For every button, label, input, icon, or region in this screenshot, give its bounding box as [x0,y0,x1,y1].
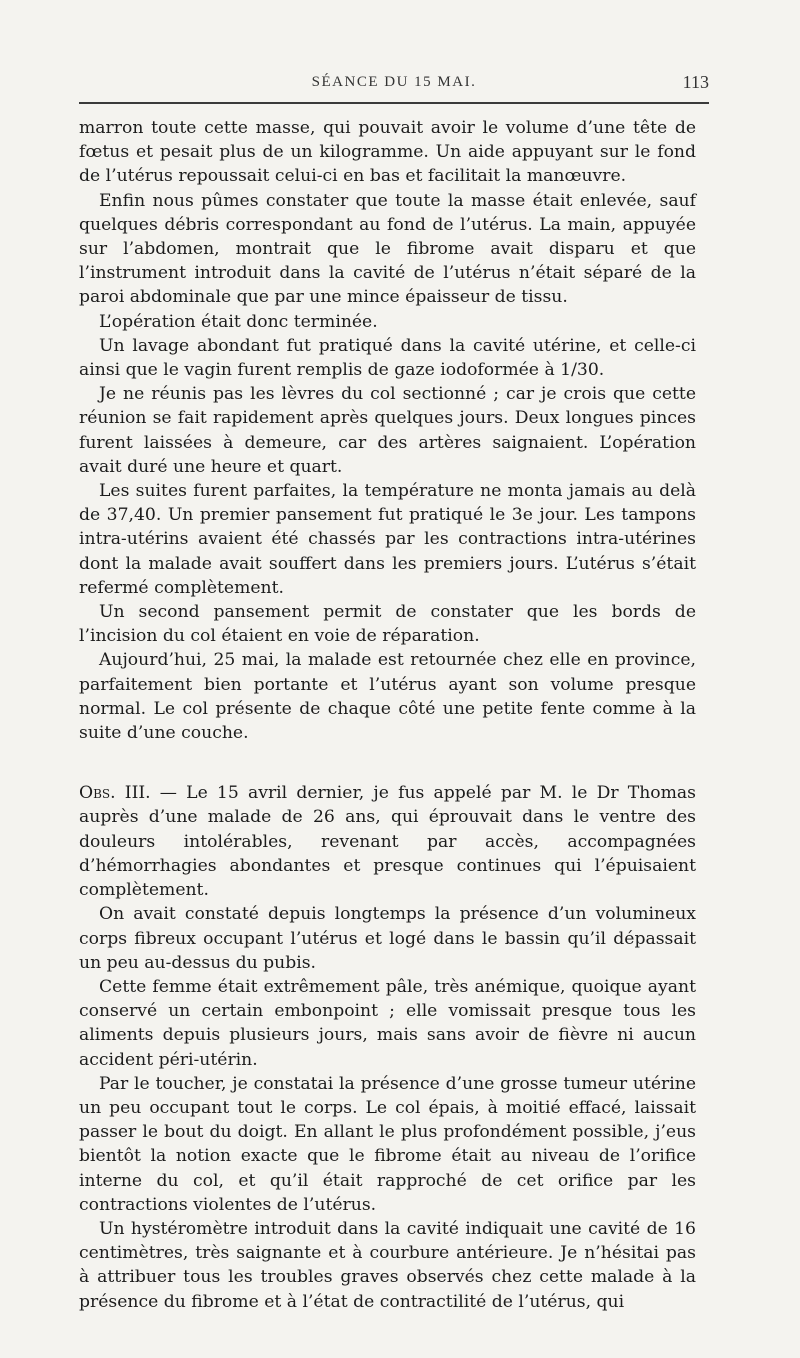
paragraph: Par le toucher, je constatai la présence d’une grosse tumeur utérine un peu occupant tout le corps. Le col épais, à moitié effacé, laissait passer le bout du doigt. En allant le plus profondément possible, j’eus bientôt la notion exacte que le fibrome était au niveau de l’orifice interne du col, et qu’il était rapproché de cet orifice par les contractions violentes de l’utérus. [79,1073,696,1215]
observation-text: — Le 15 avril dernier, je fus appelé par M. le Dr Thomas auprès d’une malade de 26 ans, qui éprouvait dans le ventre des douleurs intolérables, revenant par accès, accompagnées d’hémorrhagies abondantes et presque continues qui l’épuisaient complètement. [79,783,696,901]
paragraph: L’opération était donc terminée. [99,311,378,332]
paragraph: On avait constaté depuis longtemps la présence d’un volumineux corps fibreux occupant l’utérus et logé dans le bassin qu’il dépassait un peu au-dessus du pubis. [79,904,696,973]
running-head: SÉANCE DU 15 MAI. [311,74,477,90]
paragraph: marron toute cette masse, qui pouvait avoir le volume d’une tête de fœtus et pesait plus de un kilogramme. Un aide appuyant sur le fond de l’utérus repoussait celui-ci en bas et facilitait la manœuvre. [79,118,696,187]
paragraph: Aujourd’hui, 25 mai, la malade est retournée chez elle en province, parfaitement bien portante et l’utérus ayant son volume presque normal. Le col présente de chaque côté une petite fente comme à la suite d’une couche. [79,650,696,744]
page-number: 113 [682,72,709,92]
observation-paragraph [79,781,696,902]
paragraph: Enfin nous pûmes constater que toute la masse était enlevée, sauf quelques débris correspondant au fond de l’utérus. La main, appuyée sur l’abdomen, montrait que le fibrome avait disparu et que l’instrument introduit dans la cavité de l’utérus n’était séparé de la paroi abdominale que par une mince épaisseur de tissu. [79,190,696,308]
section-gap [79,745,696,781]
paragraph: Un lavage abondant fut pratiqué dans la cavité utérine, et celle-ci ainsi que le vagin furent remplis de gaze iodoformée à 1/30. [79,335,696,381]
paragraph: Les suites furent parfaites, la température ne monta jamais au delà de 37,40. Un premier pansement fut pratiqué le 3e jour. Les tampons intra-utérins avaient été chassés par les contractions intra-utérines dont la malade avait souffert dans les premiers jours. L’utérus s’était refermé complètement. [79,481,696,598]
page-header [79,72,709,96]
header-rule [79,102,709,104]
body-text [79,116,696,1314]
paragraph: Je ne réunis pas les lèvres du col sectionné ; car je crois que cette réunion se fait rapidement après quelques jours. Deux longues pinces furent laissées à demeure, car des artères saignaient. L’opération avait duré une heure et quart. [79,384,696,477]
paragraph: Un hystéromètre introduit dans la cavité indiquait une cavité de 16 centimètres, très saignante et à courbure antérieure. Je n’hésitai pas à attribuer tous les troubles graves observés chez cette malade à la présence du fibrome et à l’état de contractilité de l’utérus, qui [79,1218,696,1312]
observation-label: Obs. III. [79,783,151,804]
paragraph: Cette femme était extrêmement pâle, très anémique, quoique ayant conservé un certain embonpoint ; elle vomissait presque tous les aliments depuis plusieurs jours, mais sans avoir de fièvre ni aucun accident péri-utérin. [79,976,696,1070]
paragraph: Un second pansement permit de constater que les bords de l’incision du col étaient en voie de réparation. [79,602,696,647]
